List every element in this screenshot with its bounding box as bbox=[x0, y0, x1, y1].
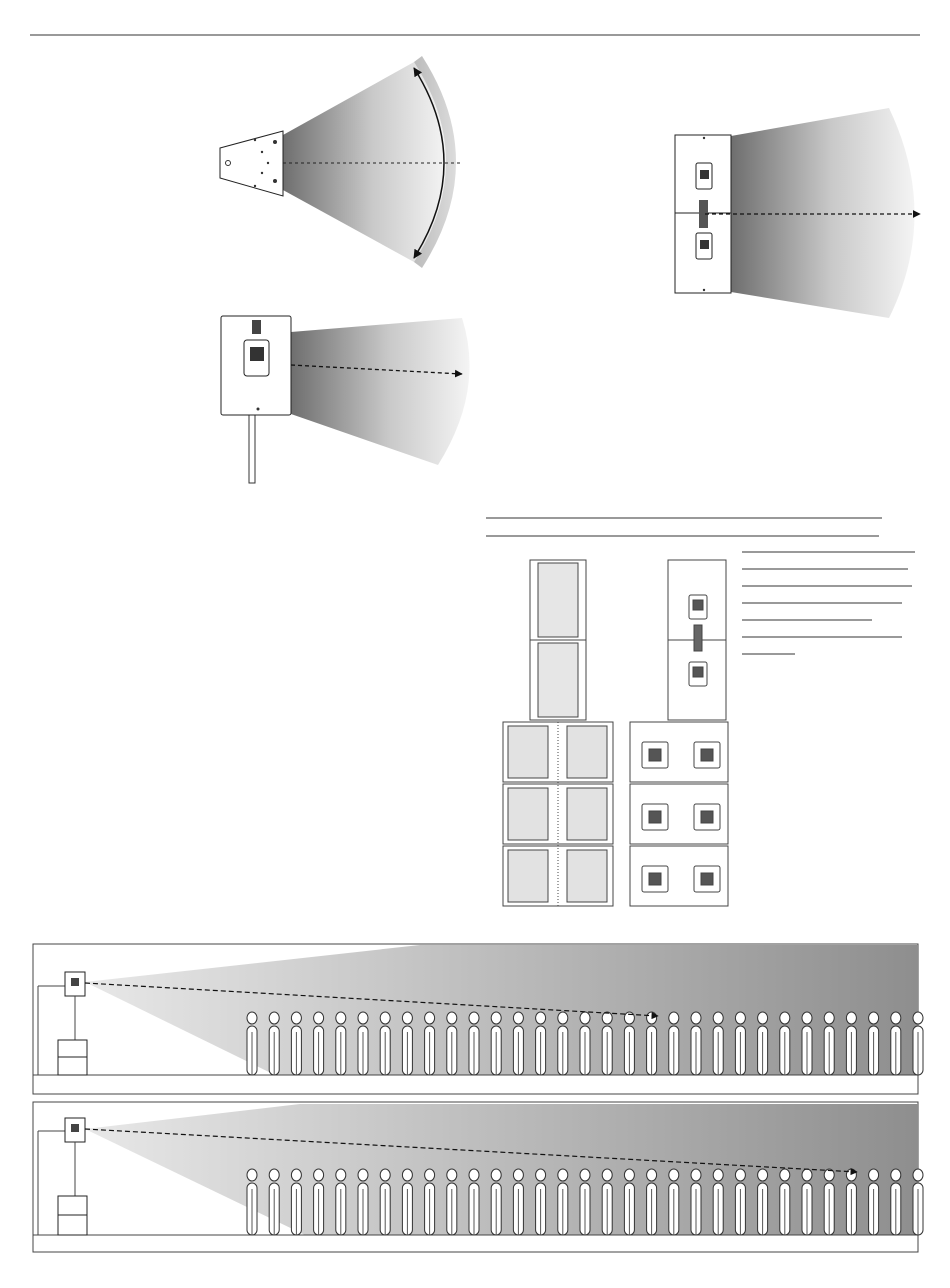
audience-person-icon bbox=[314, 1169, 324, 1235]
audience-scene-1 bbox=[33, 944, 923, 1094]
audience-person-icon bbox=[869, 1012, 879, 1075]
audience-person-icon bbox=[669, 1012, 679, 1075]
audience-person-icon bbox=[425, 1169, 435, 1235]
audience-person-icon bbox=[624, 1012, 634, 1075]
audience-person-icon bbox=[846, 1169, 856, 1235]
audience-person-icon bbox=[913, 1169, 923, 1235]
audience-person-icon bbox=[758, 1012, 768, 1075]
audience-person-icon bbox=[713, 1169, 723, 1235]
audience-person-icon bbox=[713, 1012, 723, 1075]
audience-person-icon bbox=[602, 1169, 612, 1235]
audience-person-icon bbox=[624, 1169, 634, 1235]
audience-person-icon bbox=[669, 1169, 679, 1235]
audience-person-icon bbox=[558, 1169, 568, 1235]
audience-person-icon bbox=[358, 1169, 368, 1235]
audience-person-icon bbox=[336, 1012, 346, 1075]
grille-stack-icon bbox=[503, 560, 613, 906]
audience-person-icon bbox=[425, 1012, 435, 1075]
horizontal-coverage-figure bbox=[220, 56, 460, 268]
audience-person-icon bbox=[513, 1012, 523, 1075]
audience-person-icon bbox=[358, 1012, 368, 1075]
audience-person-icon bbox=[758, 1169, 768, 1235]
audience-person-icon bbox=[802, 1012, 812, 1075]
stack-comparison-figure bbox=[486, 518, 915, 906]
audience-person-icon bbox=[269, 1012, 279, 1075]
pole bbox=[249, 415, 255, 483]
audience-person-icon bbox=[269, 1169, 279, 1235]
coverage-cone-stacked bbox=[731, 108, 915, 318]
audience-person-icon bbox=[380, 1012, 390, 1075]
audience-person-icon bbox=[580, 1169, 590, 1235]
audience-person-icon bbox=[291, 1169, 301, 1235]
audience-person-icon bbox=[647, 1169, 657, 1235]
audience-person-icon bbox=[247, 1169, 257, 1235]
audience-person-icon bbox=[891, 1169, 901, 1235]
vertical-coverage-stacked-figure bbox=[675, 108, 920, 318]
audience-person-icon bbox=[780, 1012, 790, 1075]
audience-person-icon bbox=[558, 1012, 568, 1075]
audience-person-icon bbox=[802, 1169, 812, 1235]
audience-person-icon bbox=[469, 1012, 479, 1075]
vertical-coverage-pole-figure bbox=[221, 316, 470, 483]
audience-person-icon bbox=[513, 1169, 523, 1235]
audience-person-icon bbox=[247, 1012, 257, 1075]
audience-person-icon bbox=[491, 1012, 501, 1075]
audience-person-icon bbox=[891, 1012, 901, 1075]
audience-scene-2 bbox=[33, 1102, 923, 1252]
caption-lines bbox=[742, 552, 915, 654]
audience-person-icon bbox=[336, 1169, 346, 1235]
audience-person-icon bbox=[691, 1169, 701, 1235]
audience-person-icon bbox=[824, 1012, 834, 1075]
audience-person-icon bbox=[824, 1169, 834, 1235]
coverage-cone-horizontal bbox=[283, 62, 446, 262]
audience-person-icon bbox=[491, 1169, 501, 1235]
front-view-stack-icon bbox=[630, 560, 728, 906]
audience-person-icon bbox=[602, 1012, 612, 1075]
audience-person-icon bbox=[447, 1012, 457, 1075]
coverage-cone-vertical bbox=[291, 318, 470, 465]
audience-person-icon bbox=[735, 1169, 745, 1235]
audience-person-icon bbox=[580, 1012, 590, 1075]
audience-person-icon bbox=[735, 1012, 745, 1075]
audience-person-icon bbox=[314, 1012, 324, 1075]
audience-person-icon bbox=[536, 1169, 546, 1235]
audience-person-icon bbox=[402, 1012, 412, 1075]
audience-person-icon bbox=[291, 1012, 301, 1075]
audience-person-icon bbox=[469, 1169, 479, 1235]
audience-person-icon bbox=[913, 1012, 923, 1075]
audience-person-icon bbox=[846, 1012, 856, 1075]
audience-person-icon bbox=[869, 1169, 879, 1235]
audience-person-icon bbox=[402, 1169, 412, 1235]
audience-person-icon bbox=[536, 1012, 546, 1075]
audience-person-icon bbox=[780, 1169, 790, 1235]
audience-person-icon bbox=[647, 1012, 657, 1075]
audience-person-icon bbox=[691, 1012, 701, 1075]
audience-person-icon bbox=[380, 1169, 390, 1235]
audience-person-icon bbox=[447, 1169, 457, 1235]
